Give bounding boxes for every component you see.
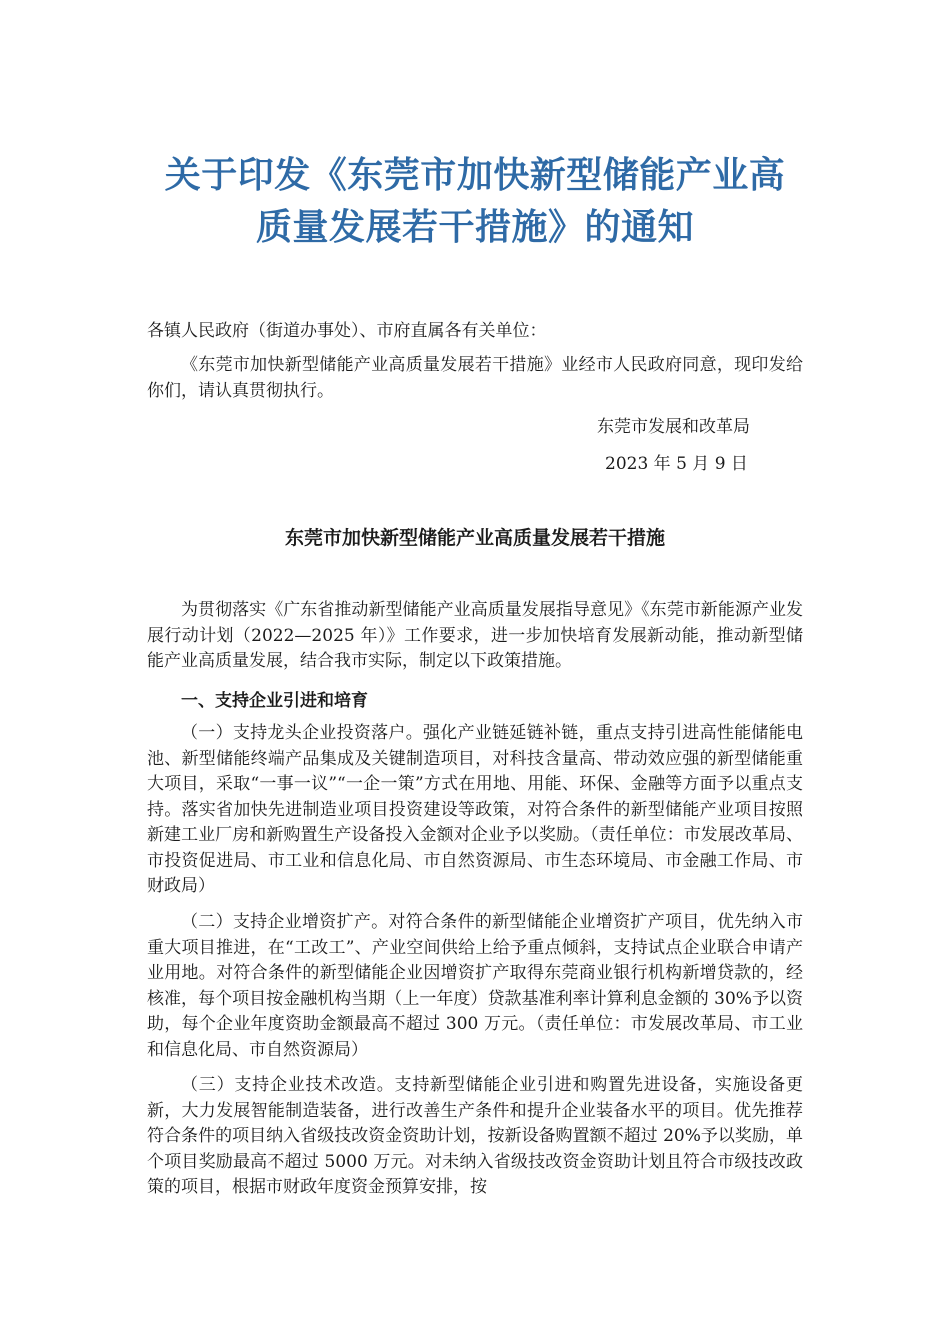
measure-item-1: （一）支持龙头企业投资落户。强化产业链延链补链，重点支持引进高性能储能电池、新型储能终端产品集成及关键制造项目，对科技含量高、带动效应强的新型储能重大项目，采取“一事一议”“一企一策”方式在用地、用能、环保、金融等方面予以重点支持。落实省加快先进制造业项目投资建设等政策，对符合条件的新型储能产业项目按照新建工业厂房和新购置生产设备投入金额对企业予以奖励。（责任单位：市发展改革局、市投资促进局、市工业和信息化局、市自然资源局、市生态环境局、市金融工作局、市财政局） xyxy=(147,723,803,896)
measure-item-2: （二）支持企业增资扩产。对符合条件的新型储能企业增资扩产项目，优先纳入市重大项目推进，在“工改工”、产业空间供给上给予重点倾斜，支持试点企业联合申请产业用地。对符合条件的新型储能企业因增资扩产取得东莞商业银行机构新增贷款的，经核准，每个项目按金融机构当期（上一年度）贷款基准利率计算利息金额的 30%予以资助，每个企业年度资助金额最高不超过 300 万元。（责任单位：市发展改革局、市工业和信息化局、市自然资源局） xyxy=(147,912,803,1060)
signer: 东莞市发展和改革局 xyxy=(597,417,750,437)
document-title-line-2: 质量发展若干措施》的通知 xyxy=(255,207,694,248)
section-heading-1: 一、支持企业引进和培育 xyxy=(181,691,368,711)
measure-item-3: （三）支持企业技术改造。支持新型储能企业引进和购置先进设备，实施设备更新，大力发展智能制造装备，进行改善生产条件和提升企业装备水平的项目。优先推荐符合条件的项目纳入省级技改资金资助计划，按新设备购置额不超过 20%予以奖励，单个项目奖励最高不超过 5000 万元。对未纳入省级技改资金资助计划且符合市级技改政策的项目，根据市财政年度资金预算安排，按 xyxy=(147,1075,803,1197)
document-title xyxy=(100,150,850,254)
measures-title: 东莞市加快新型储能产业高质量发展若干措施 xyxy=(284,527,665,549)
sign-date: 2023 年 5 月 9 日 xyxy=(605,454,748,474)
document-title-line-1: 关于印发《东莞市加快新型储能产业高 xyxy=(164,155,786,196)
addressee: 各镇人民政府（街道办事处）、市府直属各有关单位： xyxy=(147,321,547,341)
intro-paragraph: 为贯彻落实《广东省推动新型储能产业高质量发展指导意见》《东莞市新能源产业发展行动计划（2022—2025 年）》工作要求，进一步加快培育发展新动能，推动新型储能产业高质量发展，结合我市实际，制定以下政策措施。 xyxy=(147,600,803,671)
notice-body: 《东莞市加快新型储能产业高质量发展若干措施》业经市人民政府同意，现印发给你们，请认真贯彻执行。 xyxy=(147,355,803,401)
